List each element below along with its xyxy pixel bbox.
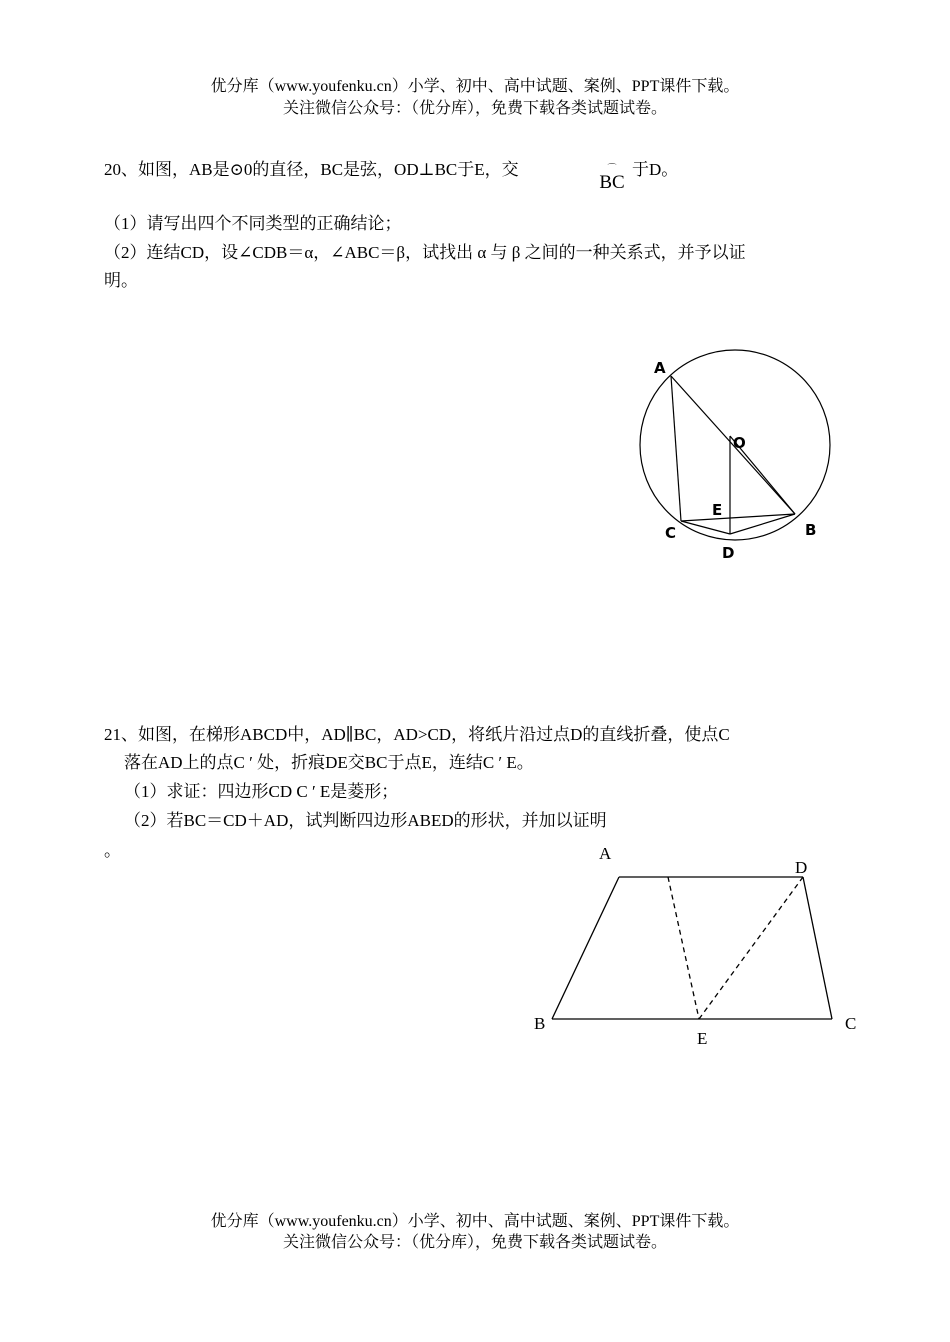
q21-trailing: 。 [104, 841, 121, 860]
header-line-1: 优分库（www.youfenku.cn）小学、初中、高中试题、案例、PPT课件下载。 [210, 78, 740, 95]
side-dc [803, 877, 832, 1019]
label-a: A [599, 844, 612, 863]
label-c: C [845, 1014, 857, 1033]
q21-part-1: （1）求证：四边形CD C ′ E是菱形； [124, 782, 399, 801]
q20-part-2: （2）连结CD，设∠CDB＝α，∠ABC＝β，试找出 α 与 β 之间的一种关系式，并予以证 [104, 243, 746, 262]
label-d: D [722, 544, 735, 562]
q20-stem-end: 于D。 [632, 160, 679, 179]
fold-ce [668, 877, 699, 1019]
label-e: E [697, 1029, 708, 1048]
q21-line-2: 落在AD上的点C ′ 处，折痕DE交BC于点E，连结C ′ E。 [124, 753, 534, 772]
segment-ac [671, 376, 681, 521]
fold-de [699, 877, 803, 1019]
q21-trapezoid-figure [525, 840, 865, 1050]
label-o: O [733, 434, 746, 452]
side-ab [552, 877, 619, 1019]
segment-bc [681, 514, 795, 521]
label-b: B [805, 521, 817, 539]
footer-line-2: 关注微信公众号：（优分库），免费下载各类试题试卷。 [282, 1234, 667, 1251]
footer-line-1: 优分库（www.youfenku.cn）小学、初中、高中试题、案例、PPT课件下载。 [210, 1213, 740, 1230]
arc-icon: ⌒ [607, 163, 617, 173]
q21-line-1: 21、如图，在梯形ABCD中，AD∥BC，AD>CD，将纸片沿过点D的直线折叠，使点C [104, 725, 730, 744]
label-d: D [795, 858, 808, 877]
q20-part-1: （1）请写出四个不同类型的正确结论； [104, 214, 402, 233]
label-b: B [534, 1014, 546, 1033]
q20-part-2-cont: 明。 [104, 271, 138, 290]
label-c: C [665, 524, 677, 542]
q21-part-2: （2）若BC＝CD＋AD，试判断四边形ABED的形状，并加以证明 [124, 811, 607, 830]
header-line-2: 关注微信公众号：（优分库），免费下载各类试题试卷。 [282, 100, 667, 117]
label-e: E [712, 501, 723, 519]
q20-circle-figure [630, 345, 840, 570]
q20-arc-bc [595, 163, 629, 193]
q20-stem-start: 20、如图，AB是⊙0的直径，BC是弦，OD⊥BC于E，交 [104, 160, 519, 179]
q20-arc-label: BC [599, 172, 625, 193]
label-a: A [654, 359, 666, 377]
